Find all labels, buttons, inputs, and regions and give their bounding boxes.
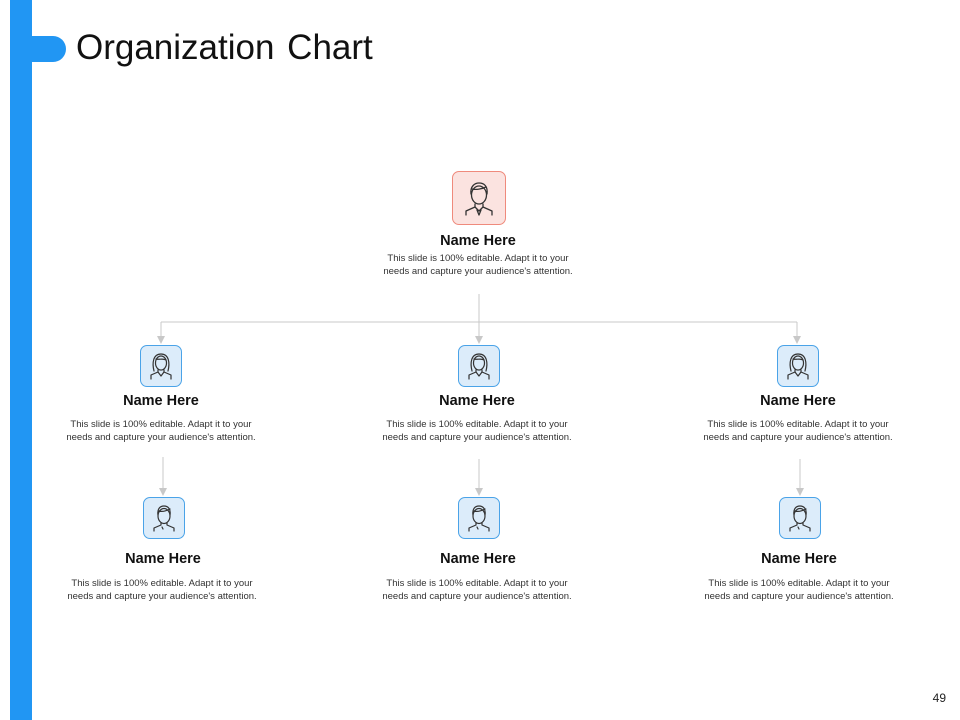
node-name-bottom-left: Name Here bbox=[125, 551, 201, 567]
slide-title: Organization Chart bbox=[76, 28, 373, 67]
businessman-icon bbox=[462, 180, 496, 216]
businesswoman-icon bbox=[784, 351, 812, 381]
man-icon bbox=[465, 503, 493, 533]
node-description-bottom-right: This slide is 100% editable. Adapt it to your needs and capture your audience's attention. bbox=[704, 578, 894, 602]
node-description-bottom-left: This slide is 100% editable. Adapt it to your needs and capture your audience's attention. bbox=[67, 578, 257, 602]
mid-center-icon-box bbox=[458, 345, 500, 387]
node-description-mid-center: This slide is 100% editable. Adapt it to your needs and capture your audience's attention. bbox=[382, 419, 572, 443]
mid-left-icon-box bbox=[140, 345, 182, 387]
businesswoman-icon bbox=[147, 351, 175, 381]
node-name-root: Name Here bbox=[440, 233, 516, 249]
page-number: 49 bbox=[932, 691, 946, 705]
bottom-right-icon-box bbox=[779, 497, 821, 539]
man-icon bbox=[786, 503, 814, 533]
node-description-mid-left: This slide is 100% editable. Adapt it to your needs and capture your audience's attention. bbox=[66, 419, 256, 443]
node-name-bottom-right: Name Here bbox=[761, 551, 837, 567]
node-name-mid-right: Name Here bbox=[760, 393, 836, 409]
node-description-mid-right: This slide is 100% editable. Adapt it to your needs and capture your audience's attention. bbox=[703, 419, 893, 443]
node-name-mid-left: Name Here bbox=[123, 393, 199, 409]
root-icon-box bbox=[452, 171, 506, 225]
node-description-bottom-center: This slide is 100% editable. Adapt it to your needs and capture your audience's attention. bbox=[382, 578, 572, 602]
mid-right-icon-box bbox=[777, 345, 819, 387]
bottom-left-icon-box bbox=[143, 497, 185, 539]
man-icon bbox=[150, 503, 178, 533]
businesswoman-icon bbox=[465, 351, 493, 381]
node-description-root: This slide is 100% editable. Adapt it to your needs and capture your audience's attention. bbox=[383, 253, 573, 277]
node-name-bottom-center: Name Here bbox=[440, 551, 516, 567]
node-name-mid-center: Name Here bbox=[439, 393, 515, 409]
bottom-center-icon-box bbox=[458, 497, 500, 539]
